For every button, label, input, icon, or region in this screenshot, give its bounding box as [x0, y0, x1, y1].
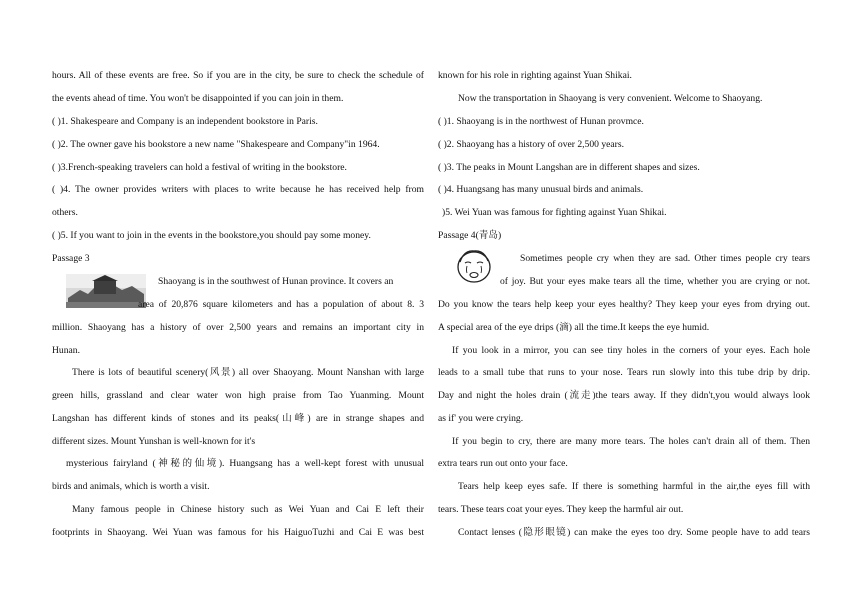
- text-line: Contact lenses (隐形眼镜) can make the eyes too dry. Some people have to add tears: [458, 527, 810, 538]
- text-line: others.: [52, 207, 78, 218]
- question-1: ( )1. Shaoyang is in the northwest of Hunan provmce.: [438, 116, 644, 127]
- text-line: the events ahead of time. You won't be disappointed if you can join in them.: [52, 93, 344, 104]
- text-line: Now the transportation in Shaoyang is very convenient. Welcome to Shaoyang.: [458, 93, 763, 104]
- question-2: ( )2. Shaoyang has a history of over 2,500 years.: [438, 139, 624, 150]
- text-line: Do you know the tears help keep your eyes healthy? They keep your eyes from drying out.: [438, 299, 810, 310]
- text-line: birds and animals, which is worth a visit.: [52, 481, 210, 492]
- text-line: green hills, grassland and clear water won high praise from Tao Yuanming. Mount: [52, 390, 424, 401]
- question-4: ( )4. Huangsang has many unusual birds and animals.: [438, 184, 644, 195]
- crying-face-icon: [454, 246, 494, 286]
- text-line: Day and night the holes drain (流走)the tears away. If they didn't,you would always look: [438, 390, 810, 401]
- question-2: ( )2. The owner gave his bookstore a new name "Shakespeare and Company"in 1964.: [52, 139, 380, 150]
- text-line: Langshan has different kinds of stones and its peaks(山峰) are in strange shapes and: [52, 413, 424, 424]
- question-1: ( )1. Shakespeare and Company is an independent bookstore in Paris.: [52, 116, 318, 127]
- text-line: area of 20,876 square kilometers and has a population of about 8. 3: [138, 299, 424, 310]
- text-line: hours. All of these events are free. So if you are in the city, be sure to check the schedule of: [52, 70, 424, 81]
- text-line: Many famous people in Chinese history such as Wei Yuan and Cai E left their: [72, 504, 424, 515]
- shaoyang-photo: [66, 274, 146, 308]
- text-line: There is lots of beautiful scenery(风景) all over Shaoyang. Mount Nanshan with large: [72, 367, 424, 378]
- question-3: ( )3. The peaks in Mount Langshan are in different shapes and sizes.: [438, 162, 700, 173]
- text-line: of joy. But your eyes make tears all the time, whether you are crying or not.: [500, 276, 810, 287]
- text-line: Hunan.: [52, 345, 80, 356]
- question-4: ( )4. The owner provides writers with places to write because he has received help from: [52, 184, 424, 195]
- passage-heading: Passage 4(青岛): [438, 230, 502, 241]
- text-line: Sometimes people cry when they are sad. Other times people cry tears: [520, 253, 810, 264]
- text-line: million. Shaoyang has a history of over 2,500 years and remains an important city in: [52, 322, 424, 333]
- text-line: If you begin to cry, there are many more tears. The holes can't drain all of them. Then: [452, 436, 810, 447]
- text-line: known for his role in righting against Yuan Shikai.: [438, 70, 632, 81]
- passage-heading: Passage 3: [52, 253, 90, 264]
- text-line: A special area of the eye drips (滴) all the time.It keeps the eye humid.: [438, 322, 710, 333]
- text-line: Tears help keep eyes safe. If there is something harmful in the air,the eyes fill with: [458, 481, 810, 492]
- question-5: ( )5. If you want to join in the events in the bookstore,you should pay some money.: [52, 230, 371, 241]
- text-line: If you look in a mirror, you can see tiny holes in the corners of your eyes. Each hole: [452, 345, 810, 356]
- text-line: footprints in Shaoyang. Wei Yuan was famous for his HaiguoTuzhi and Cai E was best: [52, 527, 424, 538]
- text-line: different sizes. Mount Yunshan is well-known for it's: [52, 436, 256, 447]
- text-line: as if' you were crying.: [438, 413, 524, 424]
- text-line: mysterious fairyland (神秘的仙境). Huangsang has a well-kept forest with unusual: [66, 458, 424, 469]
- question-5: )5. Wei Yuan was famous for fighting against Yuan Shikai.: [442, 207, 667, 218]
- text-line: extra tears run out onto your face.: [438, 458, 568, 469]
- text-line: tears. These tears coat your eyes. They keep the harmful air out.: [438, 504, 684, 515]
- text-line: leads to a small tube that runs to your nose. Tears run slowly into this tube drip by drip.: [438, 367, 810, 378]
- text-line: Shaoyang is in the southwest of Hunan province. It covers an: [158, 276, 394, 287]
- question-3: ( )3.French-speaking travelers can hold a festival of writing in the bookstore.: [52, 162, 347, 173]
